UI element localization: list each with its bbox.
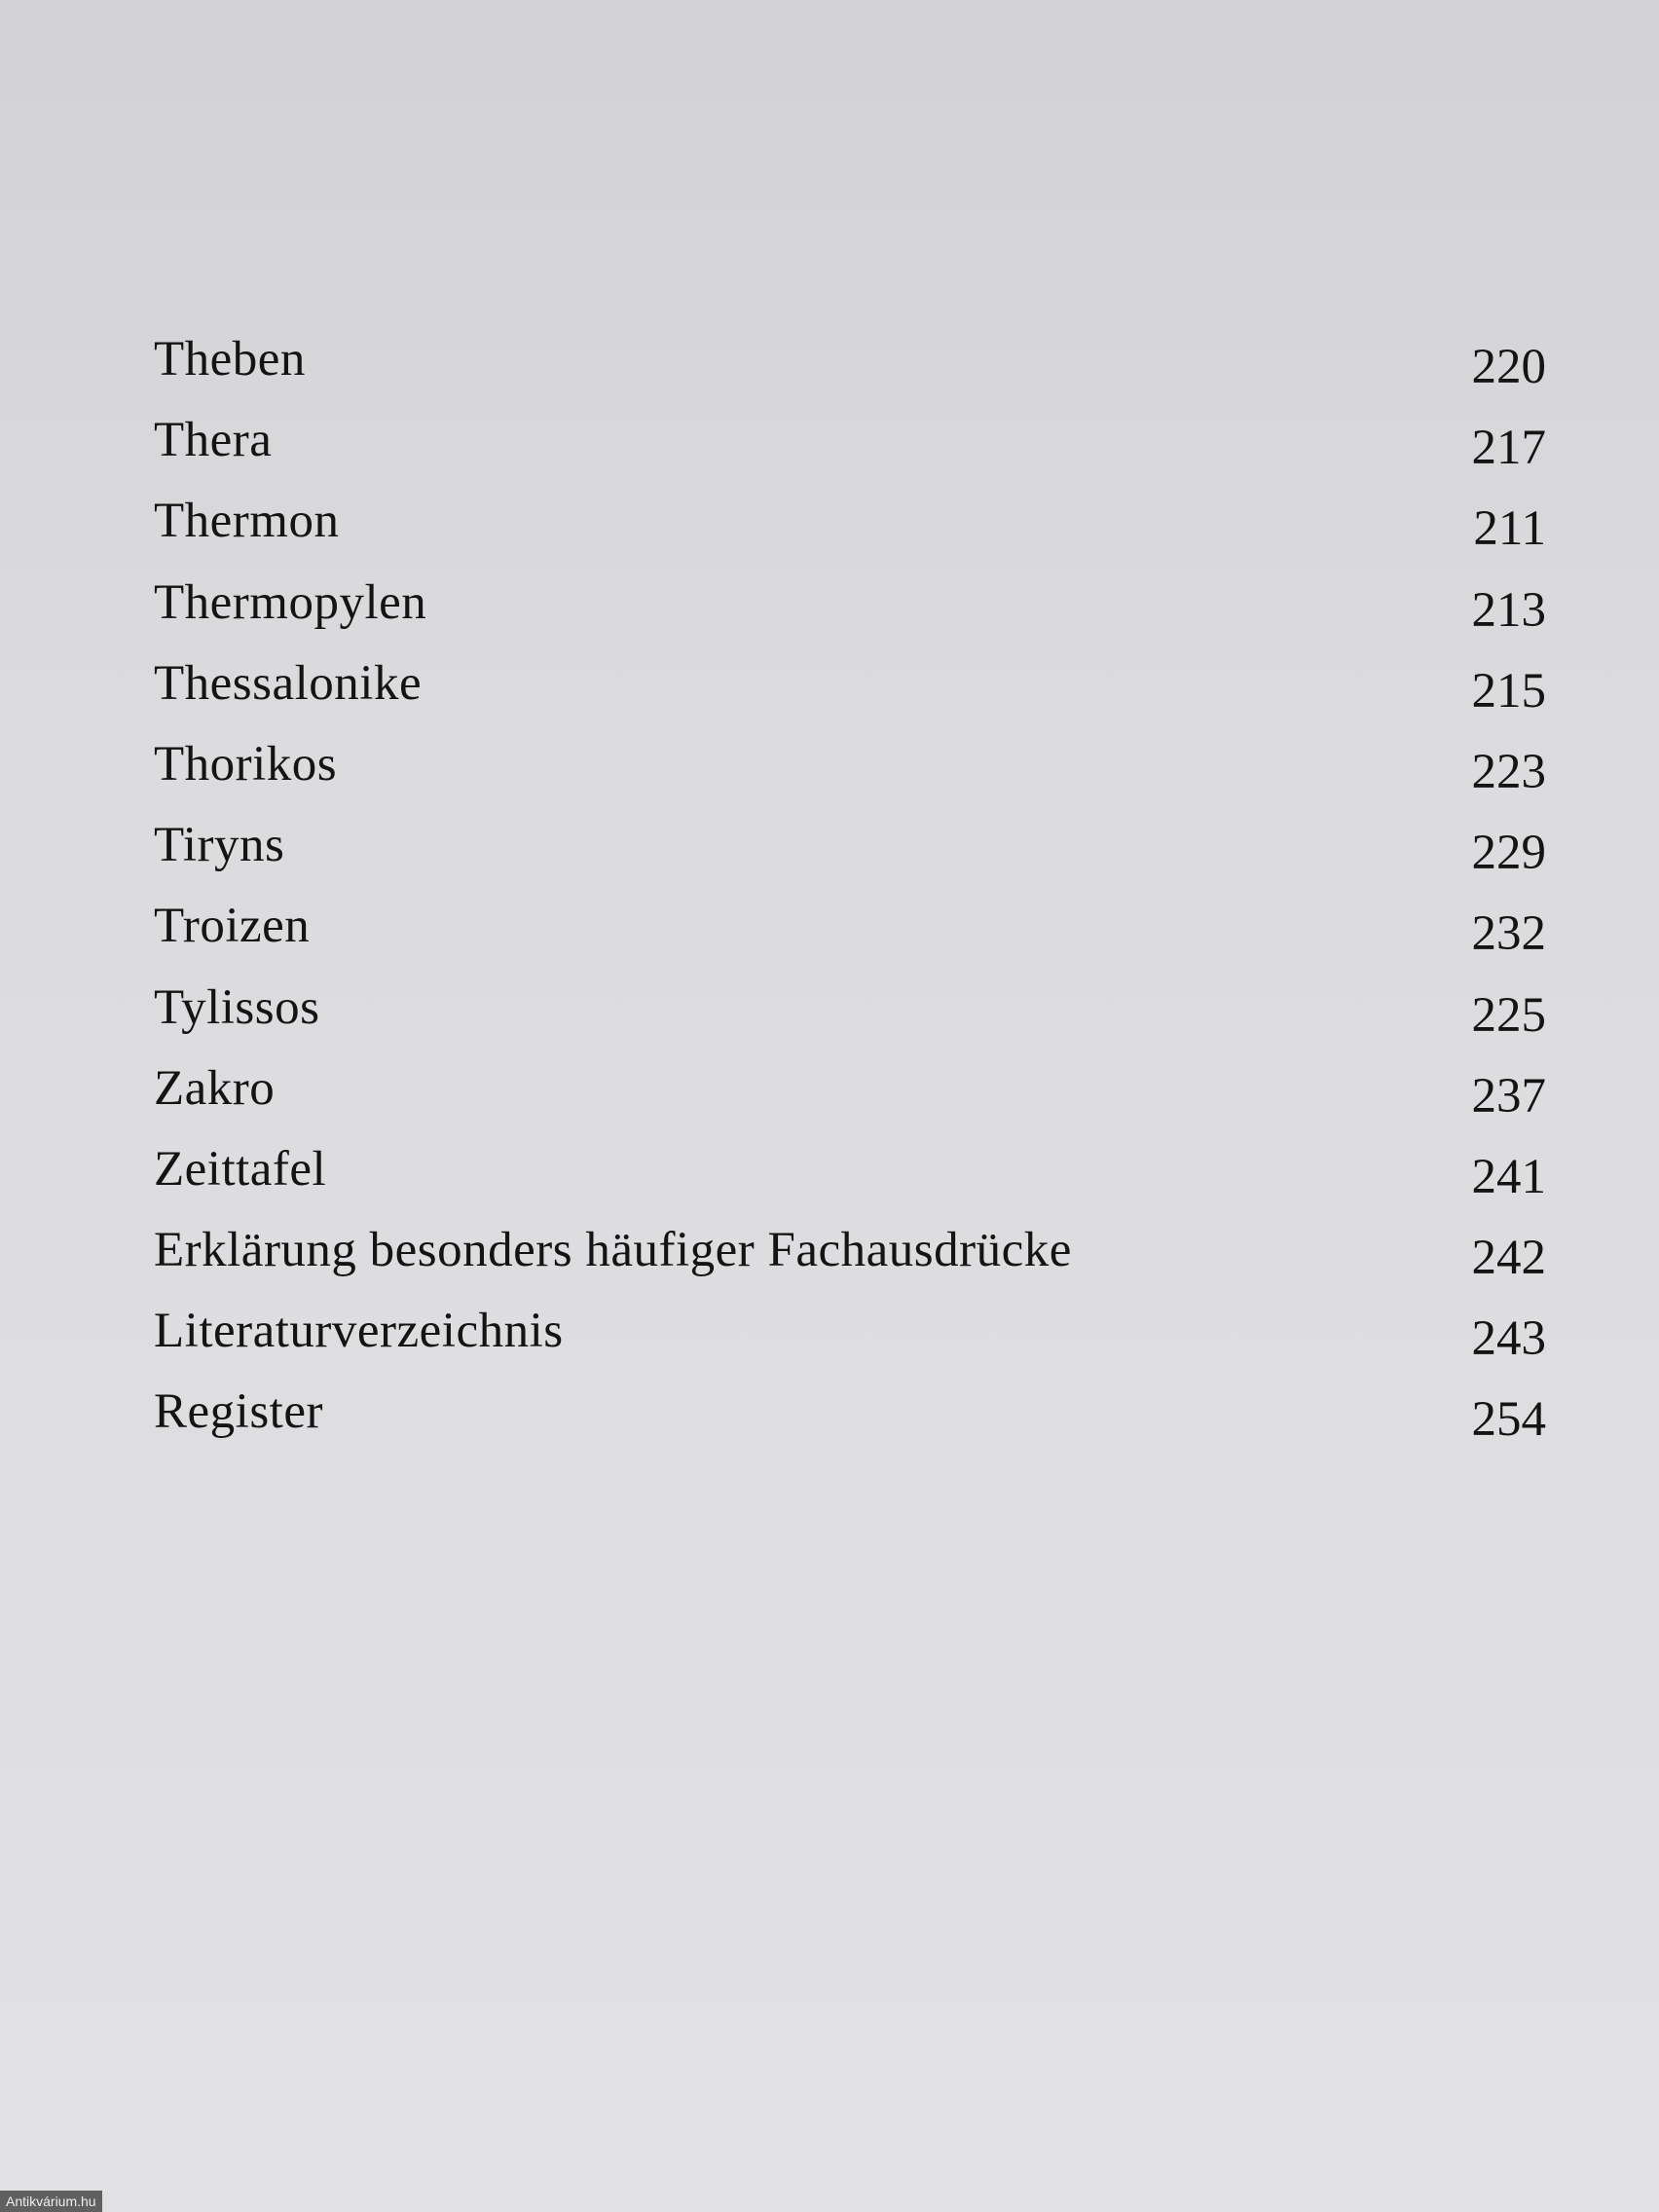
toc-row [154, 1214, 1546, 1295]
toc-entry-title: Thera [154, 413, 273, 468]
toc-entry-title: Tylissos [154, 979, 320, 1035]
toc-row [154, 647, 1546, 728]
toc-entry-title: Theben [154, 332, 306, 387]
toc-row [154, 485, 1546, 566]
table-of-contents [154, 323, 1546, 1457]
toc-row [154, 323, 1546, 404]
toc-row [154, 728, 1546, 809]
toc-entry-title: Erklärung besonders häufiger Fachausdrücke [154, 1223, 1072, 1278]
toc-entry-title: Thermon [154, 494, 340, 549]
toc-entry-page: 215 [1471, 663, 1546, 719]
toc-entry-page: 220 [1471, 340, 1546, 394]
toc-row [154, 567, 1546, 647]
watermark: Antikvárium.hu [0, 2191, 102, 2212]
toc-entry-page: 254 [1471, 1392, 1546, 1448]
toc-row [154, 1295, 1546, 1376]
toc-row [154, 1133, 1546, 1214]
toc-entry-title: Zakro [154, 1060, 276, 1116]
toc-row [154, 972, 1546, 1052]
toc-entry-page: 213 [1471, 582, 1546, 638]
toc-row [154, 404, 1546, 485]
toc-entry-title: Register [154, 1384, 323, 1440]
toc-row [154, 1052, 1546, 1133]
toc-entry-title: Thorikos [154, 736, 338, 792]
toc-row [154, 809, 1546, 890]
toc-entry-title: Troizen [154, 899, 311, 954]
toc-entry-title: Thessalonike [154, 655, 423, 711]
toc-entry-page: 243 [1471, 1311, 1546, 1367]
toc-entry-page: 232 [1471, 906, 1546, 962]
toc-row [154, 890, 1546, 971]
toc-entry-page: 223 [1471, 744, 1546, 799]
toc-entry-title: Zeittafel [154, 1141, 327, 1197]
toc-entry-title: Tiryns [154, 818, 285, 873]
toc-entry-page: 217 [1471, 421, 1546, 476]
toc-entry-page: 225 [1471, 987, 1546, 1043]
toc-entry-page: 241 [1471, 1149, 1546, 1204]
toc-entry-page: 229 [1471, 826, 1546, 881]
toc-entry-page: 237 [1471, 1068, 1546, 1124]
toc-entry-page: 242 [1471, 1231, 1546, 1286]
toc-entry-page: 211 [1473, 501, 1546, 557]
toc-entry-title: Literaturverzeichnis [154, 1304, 564, 1359]
toc-row [154, 1376, 1546, 1456]
toc-entry-title: Thermopylen [154, 574, 427, 630]
